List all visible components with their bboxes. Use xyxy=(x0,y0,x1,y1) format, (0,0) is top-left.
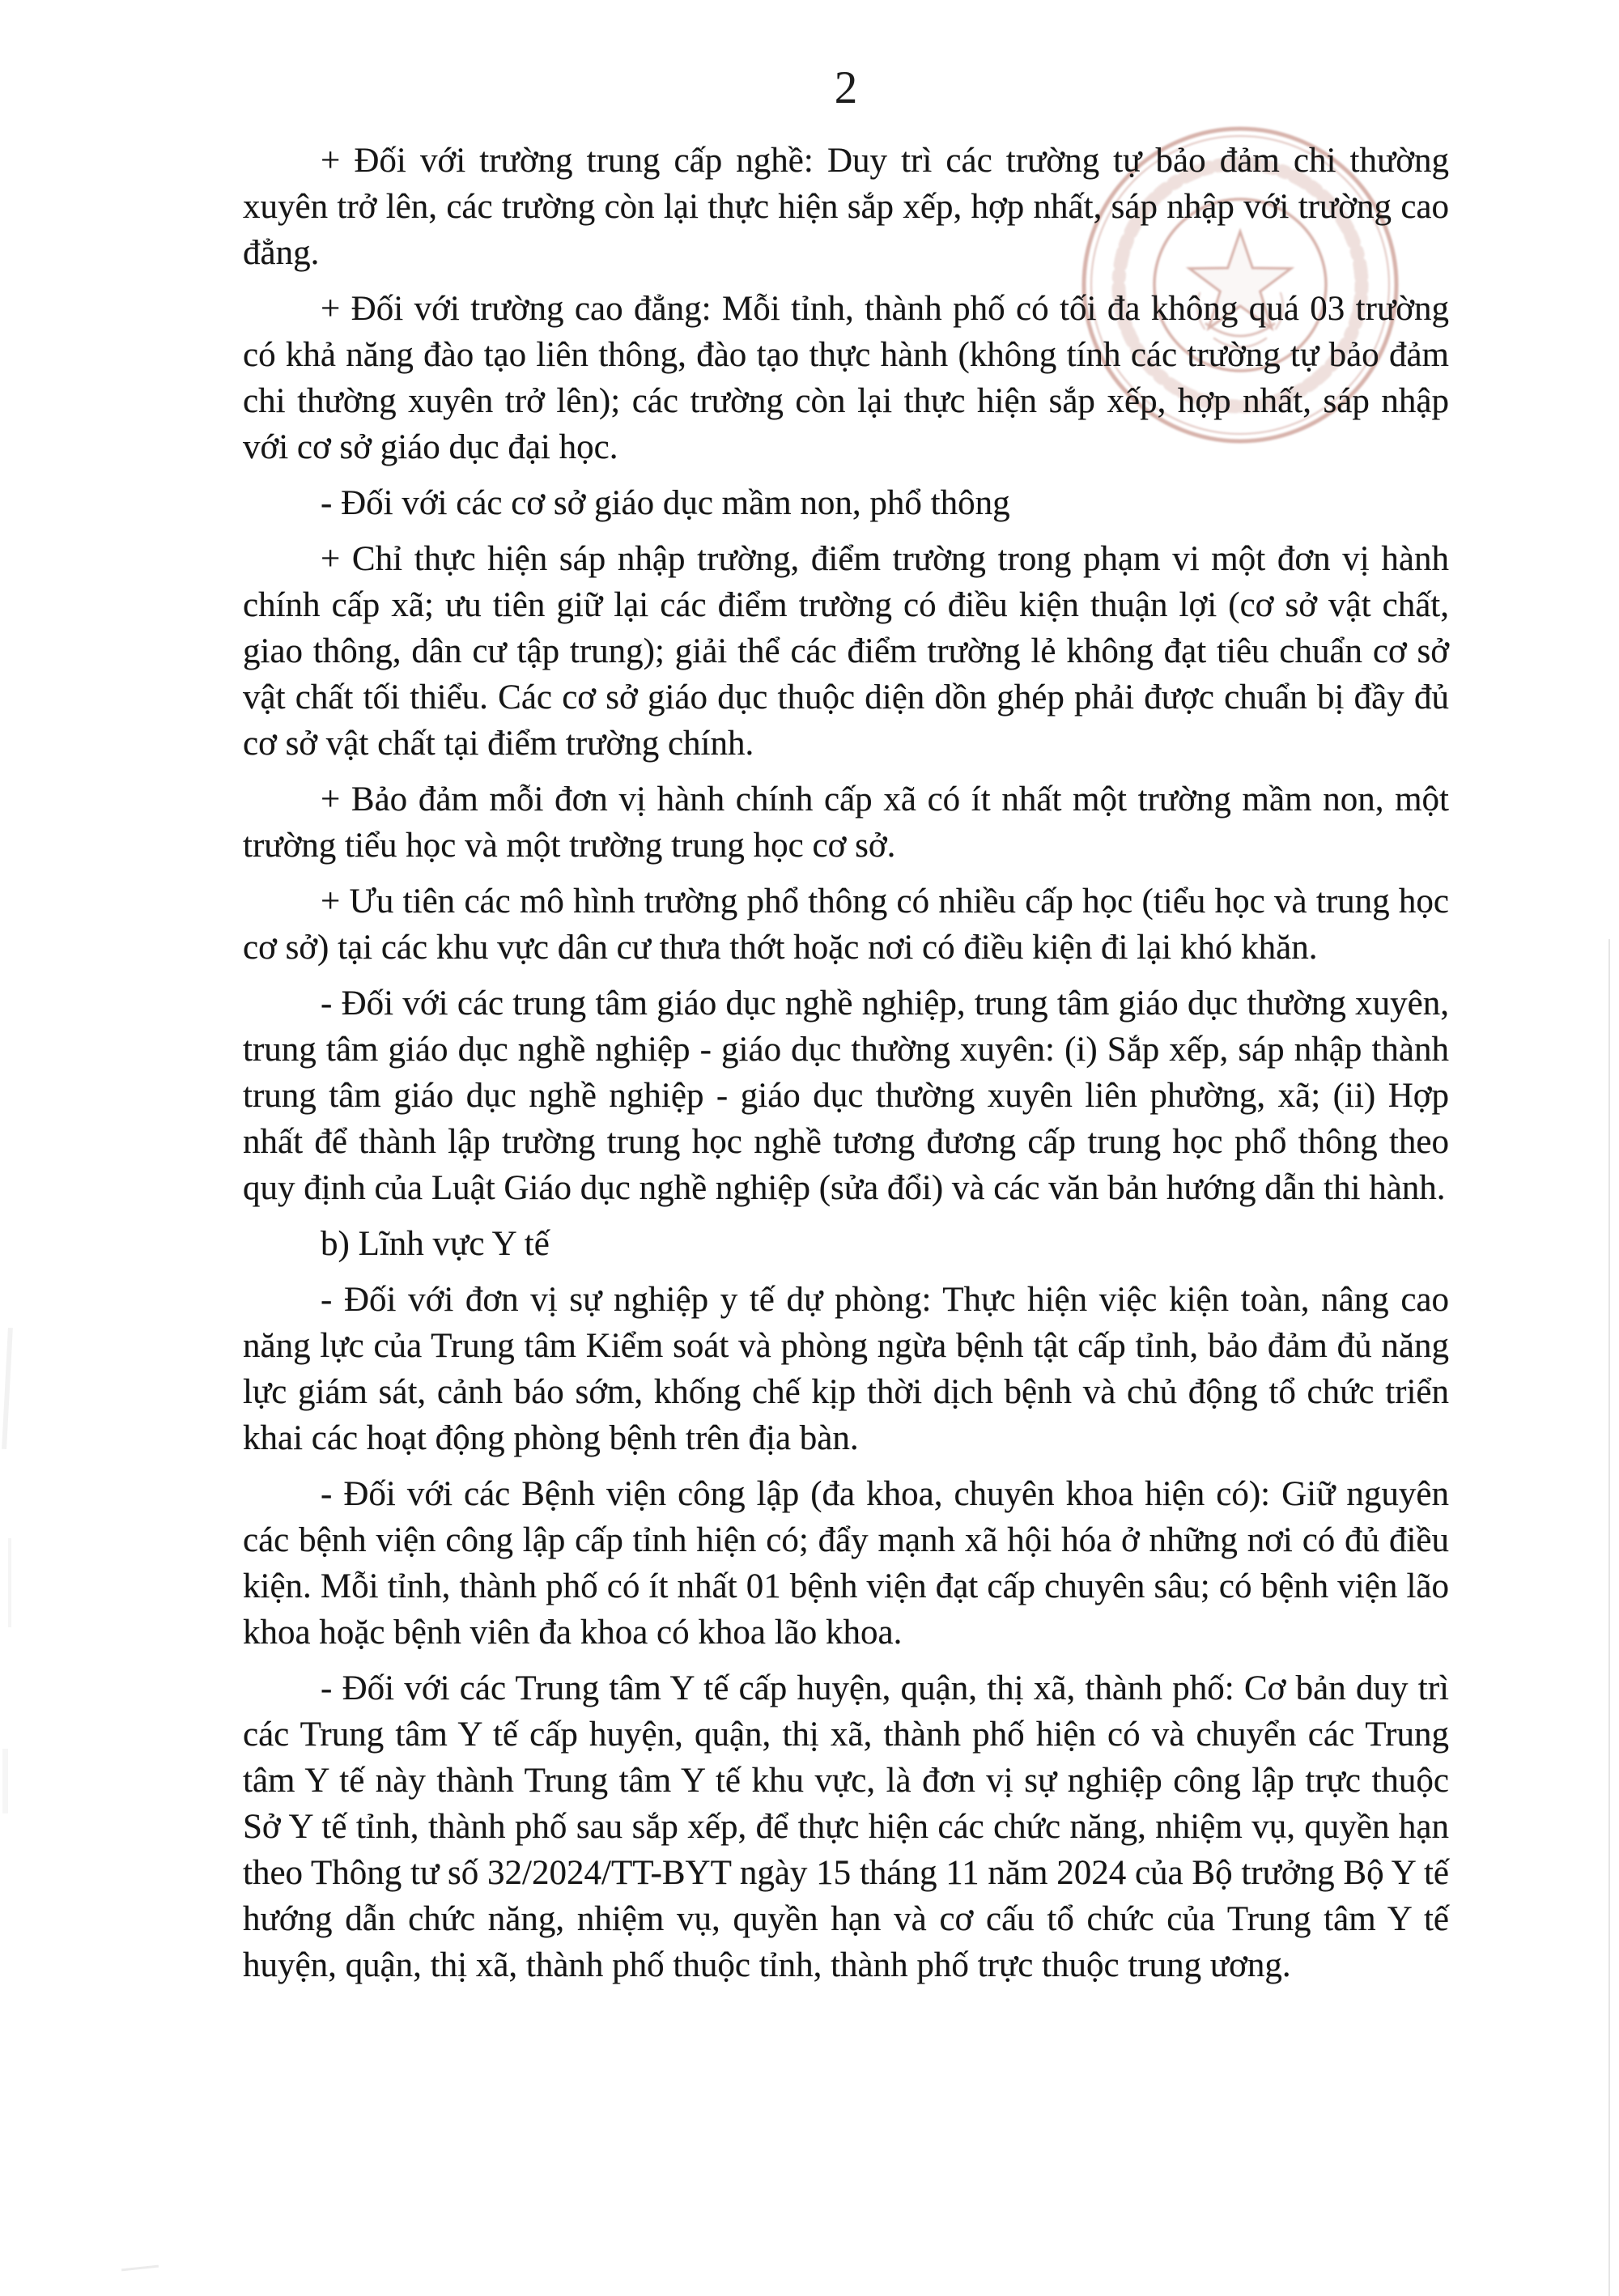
paragraph: + Chỉ thực hiện sáp nhập trường, điểm trường trong phạm vi một đơn vị hành chính cấp xã; ưu tiên giữ lại các điểm trường có điều kiện thuận lợi (cơ sở vật chất, giao thông, dân cư tập trung); giải thể các điểm trường lẻ không đạt tiêu chuẩn cơ sở vật chất tối thiểu. Các cơ sở giáo dục thuộc diện dồn ghép phải được chuẩn bị đầy đủ cơ sở vật chất tại điểm trường chính. xyxy=(243,540,1449,763)
paragraph: + Đối với trường cao đẳng: Mỗi tỉnh, thành phố có tối đa không quá 03 trường có khả năng đào tạo liên thông, đào tạo thực hành (không tính các trường tự bảo đảm chi thường xuyên trở lên); các trường còn lại thực hiện sắp xếp, hợp nhất, sáp nhập với cơ sở giáo dục đại học. xyxy=(243,290,1449,466)
section-heading-linh-vuc-y-te: b) Lĩnh vực Y tế xyxy=(321,1225,550,1263)
page-number: 2 xyxy=(834,62,858,113)
scan-artifact xyxy=(121,2265,159,2272)
document-body xyxy=(243,138,1449,1998)
paragraph: - Đối với các Trung tâm Y tế cấp huyện, quận, thị xã, thành phố: Cơ bản duy trì các Trung tâm Y tế cấp huyện, quận, thị xã, thành phố hiện có và chuyển các Trung tâm Y tế này thành Trung tâm Y tế khu vực, là đơn vị sự nghiệp công lập trực thuộc Sở Y tế tỉnh, thành phố sau sắp xếp, để thực hiện các chức năng, nhiệm vụ, quyền hạn theo Thông tư số 32/2024/TT-BYT ngày 15 tháng 11 năm 2024 của Bộ trưởng Bộ Y tế hướng dẫn chức năng, nhiệm vụ, quyền hạn và cơ cấu tổ chức của Trung tâm Y tế huyện, quận, thị xã, thành phố thuộc tỉnh, thành phố trực thuộc trung ương. xyxy=(243,1669,1449,1984)
paragraph: + Đối với trường trung cấp nghề: Duy trì các trường tự bảo đảm chi thường xuyên trở lên, các trường còn lại thực hiện sắp xếp, hợp nhất, sáp nhập với trường cao đẳng. xyxy=(243,142,1449,272)
scan-artifact xyxy=(1608,939,1610,2296)
paragraph: - Đối với các Bệnh viện công lập (đa khoa, chuyên khoa hiện có): Giữ nguyên các bệnh viện công lập cấp tỉnh hiện có; đẩy mạnh xã hội hóa ở những nơi có đủ điều kiện. Mỗi tỉnh, thành phố có ít nhất 01 bệnh viện đạt cấp chuyên sâu; có bệnh viện lão khoa hoặc bệnh viên đa khoa có khoa lão khoa. xyxy=(243,1475,1449,1652)
paragraph: - Đối với đơn vị sự nghiệp y tế dự phòng: Thực hiện việc kiện toàn, nâng cao năng lực của Trung tâm Kiểm soát và phòng ngừa bệnh tật cấp tỉnh, bảo đảm đủ năng lực giám sát, cảnh báo sớm, khống chế kịp thời dịch bệnh và chủ động tổ chức triển khai các hoạt động phòng bệnh trên địa bàn. xyxy=(243,1281,1449,1457)
paragraph: - Đối với các cơ sở giáo dục mầm non, phổ thông xyxy=(321,484,1010,522)
paragraph: - Đối với các trung tâm giáo dục nghề nghiệp, trung tâm giáo dục thường xuyên, trung tâm giáo dục nghề nghiệp - giáo dục thường xuyên: (i) Sắp xếp, sáp nhập thành trung tâm giáo dục nghề nghiệp - giáo dục thường xuyên liên phường, xã; (ii) Hợp nhất để thành lập trường trung học nghề tương đương cấp trung học phổ thông theo quy định của Luật Giáo dục nghề nghiệp (sửa đổi) và các văn bản hướng dẫn thi hành. xyxy=(243,984,1449,1207)
scan-artifact xyxy=(2,1749,8,1813)
scan-artifact xyxy=(2,1328,13,1449)
paragraph: + Ưu tiên các mô hình trường phổ thông có nhiều cấp học (tiểu học và trung học cơ sở) tại các khu vực dân cư thưa thớt hoặc nơi có điều kiện đi lại khó khăn. xyxy=(243,882,1449,967)
scan-artifact xyxy=(8,1538,11,1627)
paragraph: + Bảo đảm mỗi đơn vị hành chính cấp xã có ít nhất một trường mầm non, một trường tiểu học và một trường trung học cơ sở. xyxy=(243,780,1449,865)
